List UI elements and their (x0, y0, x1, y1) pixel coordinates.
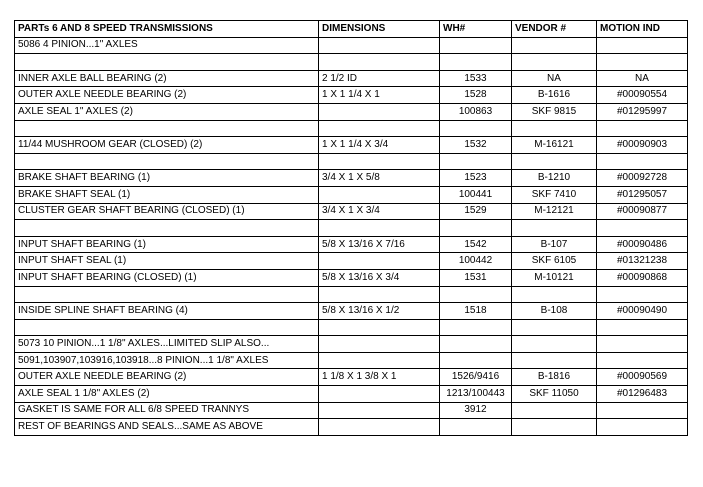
cell-motion: NA (597, 70, 688, 87)
table-row (15, 137, 688, 154)
table-row (15, 319, 688, 336)
cell-part (15, 120, 319, 137)
cell-vendor: SKF 9815 (512, 103, 597, 120)
header-wh: WH# (440, 21, 512, 38)
cell-part: INPUT SHAFT BEARING (1) (15, 236, 319, 253)
cell-vendor: SKF 7410 (512, 186, 597, 203)
cell-part: AXLE SEAL 1" AXLES (2) (15, 103, 319, 120)
cell-vendor (512, 402, 597, 419)
cell-wh (440, 37, 512, 54)
cell-motion: #00090868 (597, 269, 688, 286)
cell-wh (440, 220, 512, 237)
cell-vendor: M-16121 (512, 137, 597, 154)
cell-part: OUTER AXLE NEEDLE BEARING (2) (15, 87, 319, 104)
cell-wh: 1528 (440, 87, 512, 104)
cell-dimensions (319, 286, 440, 303)
table-row (15, 153, 688, 170)
cell-vendor: SKF 11050 (512, 386, 597, 403)
table-row (15, 203, 688, 220)
cell-wh (440, 419, 512, 436)
cell-wh (440, 54, 512, 71)
cell-vendor (512, 419, 597, 436)
cell-wh: 1529 (440, 203, 512, 220)
table-row (15, 37, 688, 54)
parts-table-body (15, 21, 688, 436)
cell-motion (597, 352, 688, 369)
cell-part: INPUT SHAFT SEAL (1) (15, 253, 319, 270)
cell-vendor (512, 37, 597, 54)
cell-dimensions: 5/8 X 13/16 X 7/16 (319, 236, 440, 253)
cell-vendor (512, 352, 597, 369)
cell-part (15, 220, 319, 237)
cell-motion: #00090569 (597, 369, 688, 386)
cell-part (15, 153, 319, 170)
cell-motion (597, 220, 688, 237)
cell-part (15, 286, 319, 303)
cell-dimensions (319, 253, 440, 270)
cell-wh: 1526/9416 (440, 369, 512, 386)
cell-dimensions (319, 103, 440, 120)
cell-vendor: B-108 (512, 303, 597, 320)
cell-vendor: SKF 6105 (512, 253, 597, 270)
cell-dimensions: 5/8 X 13/16 X 1/2 (319, 303, 440, 320)
cell-dimensions (319, 336, 440, 353)
cell-vendor (512, 220, 597, 237)
cell-wh: 100441 (440, 186, 512, 203)
cell-wh: 100863 (440, 103, 512, 120)
cell-vendor (512, 319, 597, 336)
header-vendor: VENDOR # (512, 21, 597, 38)
cell-part: 11/44 MUSHROOM GEAR (CLOSED) (2) (15, 137, 319, 154)
cell-dimensions: 3/4 X 1 X 3/4 (319, 203, 440, 220)
cell-motion (597, 319, 688, 336)
cell-vendor (512, 54, 597, 71)
header-part: PARTs 6 AND 8 SPEED TRANSMISSIONS (15, 21, 319, 38)
table-row (15, 269, 688, 286)
cell-motion (597, 120, 688, 137)
cell-part: 5086 4 PINION...1" AXLES (15, 37, 319, 54)
table-row (15, 286, 688, 303)
cell-dimensions (319, 419, 440, 436)
cell-motion: #00092728 (597, 170, 688, 187)
cell-motion: #00090490 (597, 303, 688, 320)
cell-wh (440, 336, 512, 353)
cell-motion (597, 419, 688, 436)
cell-part: AXLE SEAL 1 1/8" AXLES (2) (15, 386, 319, 403)
cell-part: 5073 10 PINION...1 1/8" AXLES...LIMITED SLIP ALSO... (15, 336, 319, 353)
cell-vendor: B-107 (512, 236, 597, 253)
table-row (15, 402, 688, 419)
cell-motion: #00090877 (597, 203, 688, 220)
cell-motion: #00090554 (597, 87, 688, 104)
cell-motion (597, 37, 688, 54)
cell-dimensions (319, 120, 440, 137)
cell-dimensions: 1 X 1 1/4 X 3/4 (319, 137, 440, 154)
cell-wh: 1523 (440, 170, 512, 187)
cell-wh: 1213/100443 (440, 386, 512, 403)
cell-motion (597, 402, 688, 419)
cell-part: INSIDE SPLINE SHAFT BEARING (4) (15, 303, 319, 320)
cell-part: OUTER AXLE NEEDLE BEARING (2) (15, 369, 319, 386)
cell-motion: #01295997 (597, 103, 688, 120)
cell-dimensions: 1 X 1 1/4 X 1 (319, 87, 440, 104)
cell-vendor (512, 120, 597, 137)
cell-part: CLUSTER GEAR SHAFT BEARING (CLOSED) (1) (15, 203, 319, 220)
cell-vendor: B-1816 (512, 369, 597, 386)
cell-dimensions (319, 386, 440, 403)
cell-part: INPUT SHAFT BEARING (CLOSED) (1) (15, 269, 319, 286)
cell-part: REST OF BEARINGS AND SEALS...SAME AS ABOVE (15, 419, 319, 436)
table-row (15, 419, 688, 436)
cell-wh (440, 352, 512, 369)
cell-wh (440, 319, 512, 336)
table-row (15, 336, 688, 353)
cell-part (15, 319, 319, 336)
table-row (15, 369, 688, 386)
table-row (15, 70, 688, 87)
cell-vendor: NA (512, 70, 597, 87)
cell-dimensions: 3/4 X 1 X 5/8 (319, 170, 440, 187)
cell-dimensions: 2 1/2 ID (319, 70, 440, 87)
table-row (15, 120, 688, 137)
cell-wh: 1533 (440, 70, 512, 87)
parts-table (14, 20, 688, 436)
cell-dimensions (319, 37, 440, 54)
header-dimensions: DIMENSIONS (319, 21, 440, 38)
cell-vendor (512, 286, 597, 303)
table-row (15, 236, 688, 253)
cell-motion: #01295057 (597, 186, 688, 203)
cell-vendor: M-12121 (512, 203, 597, 220)
cell-part: GASKET IS SAME FOR ALL 6/8 SPEED TRANNYS (15, 402, 319, 419)
cell-wh: 100442 (440, 253, 512, 270)
cell-dimensions: 5/8 X 13/16 X 3/4 (319, 269, 440, 286)
cell-motion (597, 336, 688, 353)
cell-dimensions (319, 220, 440, 237)
cell-part: 5091,103907,103916,103918...8 PINION...1 1/8" AXLES (15, 352, 319, 369)
cell-wh: 3912 (440, 402, 512, 419)
cell-motion: #01296483 (597, 386, 688, 403)
cell-wh (440, 120, 512, 137)
cell-vendor: M-10121 (512, 269, 597, 286)
table-row (15, 186, 688, 203)
table-row (15, 303, 688, 320)
table-row (15, 386, 688, 403)
cell-dimensions: 1 1/8 X 1 3/8 X 1 (319, 369, 440, 386)
cell-dimensions (319, 54, 440, 71)
cell-dimensions (319, 153, 440, 170)
table-row (15, 352, 688, 369)
cell-motion (597, 153, 688, 170)
table-row (15, 220, 688, 237)
cell-wh: 1542 (440, 236, 512, 253)
table-row (15, 170, 688, 187)
table-row (15, 253, 688, 270)
cell-vendor: B-1210 (512, 170, 597, 187)
cell-motion: #00090486 (597, 236, 688, 253)
cell-motion (597, 54, 688, 71)
cell-wh (440, 153, 512, 170)
cell-vendor (512, 336, 597, 353)
table-row (15, 103, 688, 120)
cell-dimensions (319, 352, 440, 369)
cell-dimensions (319, 319, 440, 336)
cell-wh (440, 286, 512, 303)
cell-vendor (512, 153, 597, 170)
cell-dimensions (319, 402, 440, 419)
cell-motion: #01321238 (597, 253, 688, 270)
header-row (15, 21, 688, 38)
cell-vendor: B-1616 (512, 87, 597, 104)
cell-motion (597, 286, 688, 303)
cell-part: BRAKE SHAFT SEAL (1) (15, 186, 319, 203)
cell-motion: #00090903 (597, 137, 688, 154)
table-row (15, 87, 688, 104)
cell-part: INNER AXLE BALL BEARING (2) (15, 70, 319, 87)
cell-wh: 1532 (440, 137, 512, 154)
table-row (15, 54, 688, 71)
cell-part (15, 54, 319, 71)
cell-dimensions (319, 186, 440, 203)
cell-wh: 1518 (440, 303, 512, 320)
cell-part: BRAKE SHAFT BEARING (1) (15, 170, 319, 187)
cell-wh: 1531 (440, 269, 512, 286)
header-motion: MOTION IND (597, 21, 688, 38)
